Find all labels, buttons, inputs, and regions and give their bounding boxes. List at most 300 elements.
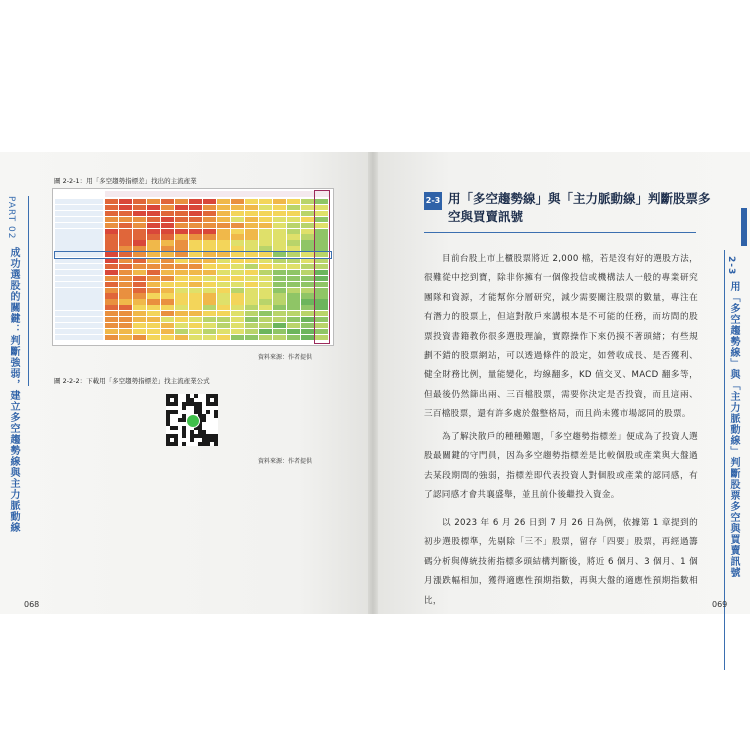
heatmap-cell [105, 317, 118, 322]
heatmap-cell [231, 305, 244, 310]
heatmap-cell [147, 211, 160, 216]
heatmap-cell [231, 299, 244, 304]
qr-module [198, 426, 202, 430]
heatmap-cell [301, 317, 314, 322]
left-page-number: 068 [24, 600, 40, 609]
heatmap-cell [105, 229, 118, 234]
heatmap-cell [161, 217, 174, 222]
heatmap-cell [105, 311, 118, 316]
qr-module [202, 438, 206, 442]
heatmap-cell [147, 311, 160, 316]
heatmap-cell [217, 211, 230, 216]
heatmap-cell [119, 217, 132, 222]
heatmap-cell [287, 264, 300, 269]
heatmap-cell [133, 270, 146, 275]
heatmap-cell [217, 223, 230, 228]
left-side-header [6, 196, 28, 533]
line-logo-icon [186, 414, 200, 428]
heatmap-cell [175, 223, 188, 228]
heatmap-cell [189, 288, 202, 293]
heatmap-cell [273, 311, 286, 316]
heatmap-cell [203, 199, 216, 204]
heatmap-cell [147, 329, 160, 334]
heatmap-cell [287, 335, 300, 340]
heatmap-cell [147, 270, 160, 275]
industry-heatmap-figure [52, 188, 334, 346]
heatmap-cell [175, 317, 188, 322]
heatmap-cell [133, 264, 146, 269]
qr-module [210, 434, 214, 438]
heatmap-cell [147, 217, 160, 222]
heatmap-cell [175, 329, 188, 334]
heatmap-cell [301, 299, 314, 304]
heatmap-cell [231, 276, 244, 281]
heatmap-row-label [55, 282, 103, 287]
heatmap-cell [133, 329, 146, 334]
heatmap-cell [119, 317, 132, 322]
heatmap-cell [161, 288, 174, 293]
heatmap-cell [231, 323, 244, 328]
heatmap-cell [301, 199, 314, 204]
heatmap-cell [287, 270, 300, 275]
qr-module [182, 442, 186, 446]
qr-module [190, 430, 194, 434]
heatmap-cell [245, 293, 258, 298]
heatmap-row-label [55, 211, 103, 216]
heatmap-column-header [245, 191, 259, 197]
heatmap-cell [147, 205, 160, 210]
heatmap-cell [105, 282, 118, 287]
heatmap-cell [147, 335, 160, 340]
heatmap-cell [147, 240, 160, 245]
heatmap-cell [287, 323, 300, 328]
heatmap-cell [287, 211, 300, 216]
heatmap-cell [119, 199, 132, 204]
figure-2-caption: 圖 2-2-2：下載用「多空趨勢指標差」找主流產業公式 [54, 377, 210, 385]
heatmap-cell [231, 293, 244, 298]
heatmap-cell [119, 264, 132, 269]
heatmap-cell [133, 240, 146, 245]
heatmap-cell [203, 317, 216, 322]
heatmap-cell [119, 311, 132, 316]
heatmap-cell [301, 311, 314, 316]
heatmap-column-header [203, 191, 217, 197]
heatmap-cell [147, 288, 160, 293]
heatmap-cell [119, 234, 132, 239]
heatmap-cell [287, 317, 300, 322]
heatmap-cell [119, 205, 132, 210]
heatmap-cell [217, 229, 230, 234]
qr-module [182, 434, 186, 438]
heatmap-cell [301, 329, 314, 334]
heatmap-cell [175, 211, 188, 216]
heatmap-cell [259, 205, 272, 210]
heatmap-cell [217, 234, 230, 239]
heatmap-cell [259, 282, 272, 287]
heatmap-cell [189, 329, 202, 334]
heatmap-cell [203, 305, 216, 310]
heatmap-cell [259, 329, 272, 334]
heatmap-cell [259, 299, 272, 304]
heatmap-cell [105, 223, 118, 228]
heatmap-cell [105, 234, 118, 239]
heatmap-cell [105, 264, 118, 269]
heatmap-cell [273, 223, 286, 228]
qr-module [206, 410, 210, 414]
body-paragraph-2 [424, 428, 698, 506]
qr-module [214, 402, 218, 406]
heatmap-cell [231, 270, 244, 275]
qr-module [182, 426, 186, 430]
heatmap-cell [245, 205, 258, 210]
qr-module [214, 414, 218, 418]
heatmap-cell [175, 264, 188, 269]
qr-module [214, 398, 218, 402]
heatmap-cell [119, 270, 132, 275]
qr-module [202, 434, 206, 438]
heatmap-cell [147, 293, 160, 298]
heatmap-cell [273, 264, 286, 269]
heatmap-cell [287, 299, 300, 304]
paragraph-text: 為了解決散戶的種種難題，「多空趨勢指標差」便成為了投資人選股最關鍵的守門員，因為多空趨勢指標差是比較個股或產業與大盤過去某段期間的強弱，指標差即代表投資人對個股或產業的認同感，有了認同感才會共襄盛舉，並且前仆後繼投入資金。 [424, 432, 698, 501]
heatmap-cell [301, 211, 314, 216]
heatmap-cell [119, 282, 132, 287]
heatmap-cell [161, 276, 174, 281]
heatmap-cell [203, 217, 216, 222]
heatmap-cell [301, 229, 314, 234]
heatmap-cell [273, 276, 286, 281]
heatmap-cell [161, 323, 174, 328]
heatmap-cell [189, 217, 202, 222]
heatmap-cell [105, 288, 118, 293]
heatmap-cell [203, 299, 216, 304]
heatmap-cell [189, 299, 202, 304]
qr-module [174, 402, 178, 406]
qr-module [178, 418, 182, 422]
qr-module [198, 410, 202, 414]
heatmap-cell [273, 288, 286, 293]
heatmap-cell [287, 205, 300, 210]
heatmap-cell [217, 288, 230, 293]
heatmap-cell [147, 317, 160, 322]
heatmap-cell [147, 323, 160, 328]
qr-module [170, 394, 174, 398]
qr-module [174, 434, 178, 438]
heatmap-row-label [55, 229, 103, 234]
heatmap-cell [203, 205, 216, 210]
heatmap-cell [301, 276, 314, 281]
qr-module [214, 442, 218, 446]
heatmap-cell [259, 223, 272, 228]
paragraph-text: 目前台股上市上櫃股票將近 2,000 檔，若是沒有好的選股方法，很難從中挖到寶，除非你擁有一個像投信或機構法人一般的專業研究團隊和資源，才能幫你分層研究，減少需要關注股票的數量，專注在有潛力的股票上，但這對散戶來講根本是不可能的任務，而坊間的股票投資書籍教你很多選股理論，實際操作下來仍摸不著頭緒；有些規劃不錯的股票網站，可以透過條件的設定，如營收成長、是否獲利、健全財務比例，量能變化，均線翻多，KD 值交叉、MACD 翻多等，但最後仍然篩出兩、三百檔股票，需要你決定是否投資，而且這兩、三百檔股票，還有許多處於盤整格局，而且尚未獲市場認同的股票。 [424, 254, 698, 420]
heatmap-column-header [147, 191, 161, 197]
qr-module [166, 402, 170, 406]
heatmap-cell [245, 199, 258, 204]
heatmap-cell [287, 311, 300, 316]
heatmap-cell [287, 293, 300, 298]
heatmap-cell [133, 311, 146, 316]
section-number-badge: 2-3 [424, 192, 442, 210]
heatmap-cell [175, 282, 188, 287]
heatmap-cell [175, 311, 188, 316]
heatmap-cell [287, 223, 300, 228]
heatmap-cell [231, 229, 244, 234]
heatmap-cell [245, 329, 258, 334]
heatmap-cell [189, 211, 202, 216]
heatmap-cell [231, 329, 244, 334]
heatmap-cell [133, 205, 146, 210]
heatmap-cell [301, 217, 314, 222]
heatmap-cell [189, 311, 202, 316]
heatmap-cell [119, 229, 132, 234]
section-title-rule [424, 232, 696, 233]
qr-module [190, 402, 194, 406]
qr-module [214, 434, 218, 438]
heatmap-cell [203, 229, 216, 234]
heatmap-cell [245, 282, 258, 287]
heatmap-cell [231, 205, 244, 210]
heatmap-cell [119, 299, 132, 304]
qr-module [198, 430, 202, 434]
qr-module [174, 394, 178, 398]
heatmap-cell [189, 276, 202, 281]
qr-module [210, 438, 214, 442]
heatmap-cell [231, 311, 244, 316]
heatmap-cell [217, 323, 230, 328]
heatmap-row-label [55, 311, 103, 316]
heatmap-cell [203, 329, 216, 334]
heatmap-cell [203, 264, 216, 269]
heatmap-cell [175, 270, 188, 275]
heatmap-cell [175, 217, 188, 222]
heatmap-cell [203, 211, 216, 216]
heatmap-cell [217, 335, 230, 340]
heatmap-cell [301, 335, 314, 340]
heatmap-cell [259, 288, 272, 293]
heatmap-cell [147, 234, 160, 239]
heatmap-cell [231, 223, 244, 228]
qr-module [170, 426, 174, 430]
heatmap-cell [245, 270, 258, 275]
qr-module [170, 434, 174, 438]
heatmap-highlight-row [54, 251, 332, 259]
heatmap-cell [273, 205, 286, 210]
heatmap-cell [119, 240, 132, 245]
heatmap-cell [273, 229, 286, 234]
heatmap-highlight-column [314, 190, 330, 344]
qr-module [210, 394, 214, 398]
heatmap-cell [301, 205, 314, 210]
heatmap-cell [259, 323, 272, 328]
heatmap-cell [231, 264, 244, 269]
qr-module [206, 442, 210, 446]
heatmap-cell [231, 288, 244, 293]
heatmap-cell [301, 240, 314, 245]
heatmap-cell [259, 276, 272, 281]
heatmap-cell [273, 270, 286, 275]
heatmap-cell [133, 223, 146, 228]
heatmap-cell [217, 199, 230, 204]
heatmap-cell [287, 305, 300, 310]
heatmap-cell [231, 240, 244, 245]
heatmap-cell [231, 234, 244, 239]
heatmap-cell [217, 217, 230, 222]
paragraph-text: 以 2023 年 6 月 26 日到 7 月 26 日為例，依據第 1 章提到的初步選股標準，先剔除「三不」股票，留存「四要」股票，再經過籌碼分析與傳統技術指標多頭結構判斷後，將近 6 個月、3 個月、1 個月漲跌幅相加，獲得適應性預期指數，再與大盤的適應性預期指數相比， [424, 518, 698, 606]
heatmap-cell [133, 211, 146, 216]
qr-module [186, 402, 190, 406]
heatmap-cell [287, 199, 300, 204]
heatmap-cell [203, 311, 216, 316]
heatmap-cell [245, 311, 258, 316]
heatmap-cell [301, 270, 314, 275]
heatmap-cell [147, 229, 160, 234]
heatmap-column-header [301, 191, 315, 197]
heatmap-cell [203, 234, 216, 239]
heatmap-cell [119, 223, 132, 228]
qr-module [190, 438, 194, 442]
heatmap-cell [231, 211, 244, 216]
heatmap-cell [259, 317, 272, 322]
heatmap-cell [133, 282, 146, 287]
qr-module [182, 414, 186, 418]
qr-module [194, 402, 198, 406]
heatmap-cell [161, 282, 174, 287]
heatmap-cell [175, 305, 188, 310]
heatmap-cell [231, 335, 244, 340]
qr-module [190, 434, 194, 438]
heatmap-cell [217, 276, 230, 281]
heatmap-cell [245, 288, 258, 293]
heatmap-cell [301, 305, 314, 310]
right-page-number: 069 [712, 600, 728, 609]
heatmap-cell [105, 276, 118, 281]
heatmap-cell [217, 240, 230, 245]
heatmap-cell [203, 282, 216, 287]
heatmap-cell [161, 270, 174, 275]
heatmap-cell [161, 317, 174, 322]
heatmap-cell [273, 305, 286, 310]
heatmap-cell [161, 240, 174, 245]
qr-code-image [166, 394, 218, 446]
heatmap-cell [217, 205, 230, 210]
side-tab-marker [741, 208, 747, 246]
heatmap-cell [105, 329, 118, 334]
qr-module [194, 434, 198, 438]
heatmap-cell [133, 299, 146, 304]
heatmap-column-header [133, 191, 147, 197]
heatmap-cell [105, 240, 118, 245]
heatmap-cell [119, 293, 132, 298]
qr-module [194, 406, 198, 410]
heatmap-cell [161, 311, 174, 316]
heatmap-cell [105, 205, 118, 210]
heatmap-cell [203, 335, 216, 340]
heatmap-cell [217, 305, 230, 310]
heatmap-cell [259, 240, 272, 245]
heatmap-cell [259, 217, 272, 222]
heatmap-cell [259, 199, 272, 204]
heatmap-cell [189, 317, 202, 322]
section-title: 用「多空趨勢線」與「主力脈動線」判斷股票多空與買賣訊號 [448, 191, 711, 224]
heatmap-cell [147, 276, 160, 281]
heatmap-cell [287, 240, 300, 245]
heatmap-cell [203, 240, 216, 245]
heatmap-cell [301, 293, 314, 298]
heatmap-cell [133, 234, 146, 239]
heatmap-cell [217, 299, 230, 304]
heatmap-cell [161, 299, 174, 304]
heatmap-cell [259, 270, 272, 275]
heatmap-row-label [55, 329, 103, 334]
heatmap-cell [287, 282, 300, 287]
heatmap-row-label [55, 299, 103, 304]
heatmap-column-header [217, 191, 231, 197]
side-rule-left [28, 196, 29, 386]
qr-module [198, 402, 202, 406]
heatmap-row-label [55, 223, 103, 228]
heatmap-cell [259, 264, 272, 269]
chapter-side-title: 成功選股的關鍵：判斷強弱，建立多空趨勢線與主力脈動線 [8, 247, 19, 534]
heatmap-cell [273, 323, 286, 328]
heatmap-cell [189, 229, 202, 234]
heatmap-cell [133, 199, 146, 204]
heatmap-cell [189, 199, 202, 204]
heatmap-cell [161, 335, 174, 340]
heatmap-column-header [273, 191, 287, 197]
heatmap-cell [161, 223, 174, 228]
heatmap-column-header [161, 191, 175, 197]
heatmap-row-label [55, 317, 103, 322]
qr-module [214, 394, 218, 398]
qr-module [174, 442, 178, 446]
heatmap-cell [161, 205, 174, 210]
qr-module [166, 394, 170, 398]
heatmap-cell [203, 288, 216, 293]
heatmap-cell [273, 317, 286, 322]
qr-module [174, 426, 178, 430]
qr-module [186, 394, 190, 398]
heatmap-cell [259, 311, 272, 316]
heatmap-cell [217, 293, 230, 298]
heatmap-cell [147, 264, 160, 269]
heatmap-row-label [55, 335, 103, 340]
heatmap-cell [119, 288, 132, 293]
heatmap-cell [287, 288, 300, 293]
qr-module [202, 442, 206, 446]
figure-1-source: 資料來源：作者提供 [258, 354, 313, 361]
heatmap-cell [273, 217, 286, 222]
qr-module [214, 438, 218, 442]
heatmap-column-header [175, 191, 189, 197]
heatmap-cell [217, 329, 230, 334]
qr-module [182, 406, 186, 410]
heatmap-cell [287, 217, 300, 222]
heatmap-cell [119, 276, 132, 281]
qr-module [206, 394, 210, 398]
heatmap-column-header [259, 191, 273, 197]
heatmap-cell [245, 276, 258, 281]
heatmap-cell [231, 317, 244, 322]
qr-module [206, 438, 210, 442]
heatmap-cell [287, 229, 300, 234]
heatmap-cell [189, 335, 202, 340]
heatmap-cell [133, 293, 146, 298]
heatmap-cell [203, 270, 216, 275]
qr-module [174, 410, 178, 414]
qr-module [182, 430, 186, 434]
qr-module [198, 434, 202, 438]
heatmap-cell [273, 329, 286, 334]
